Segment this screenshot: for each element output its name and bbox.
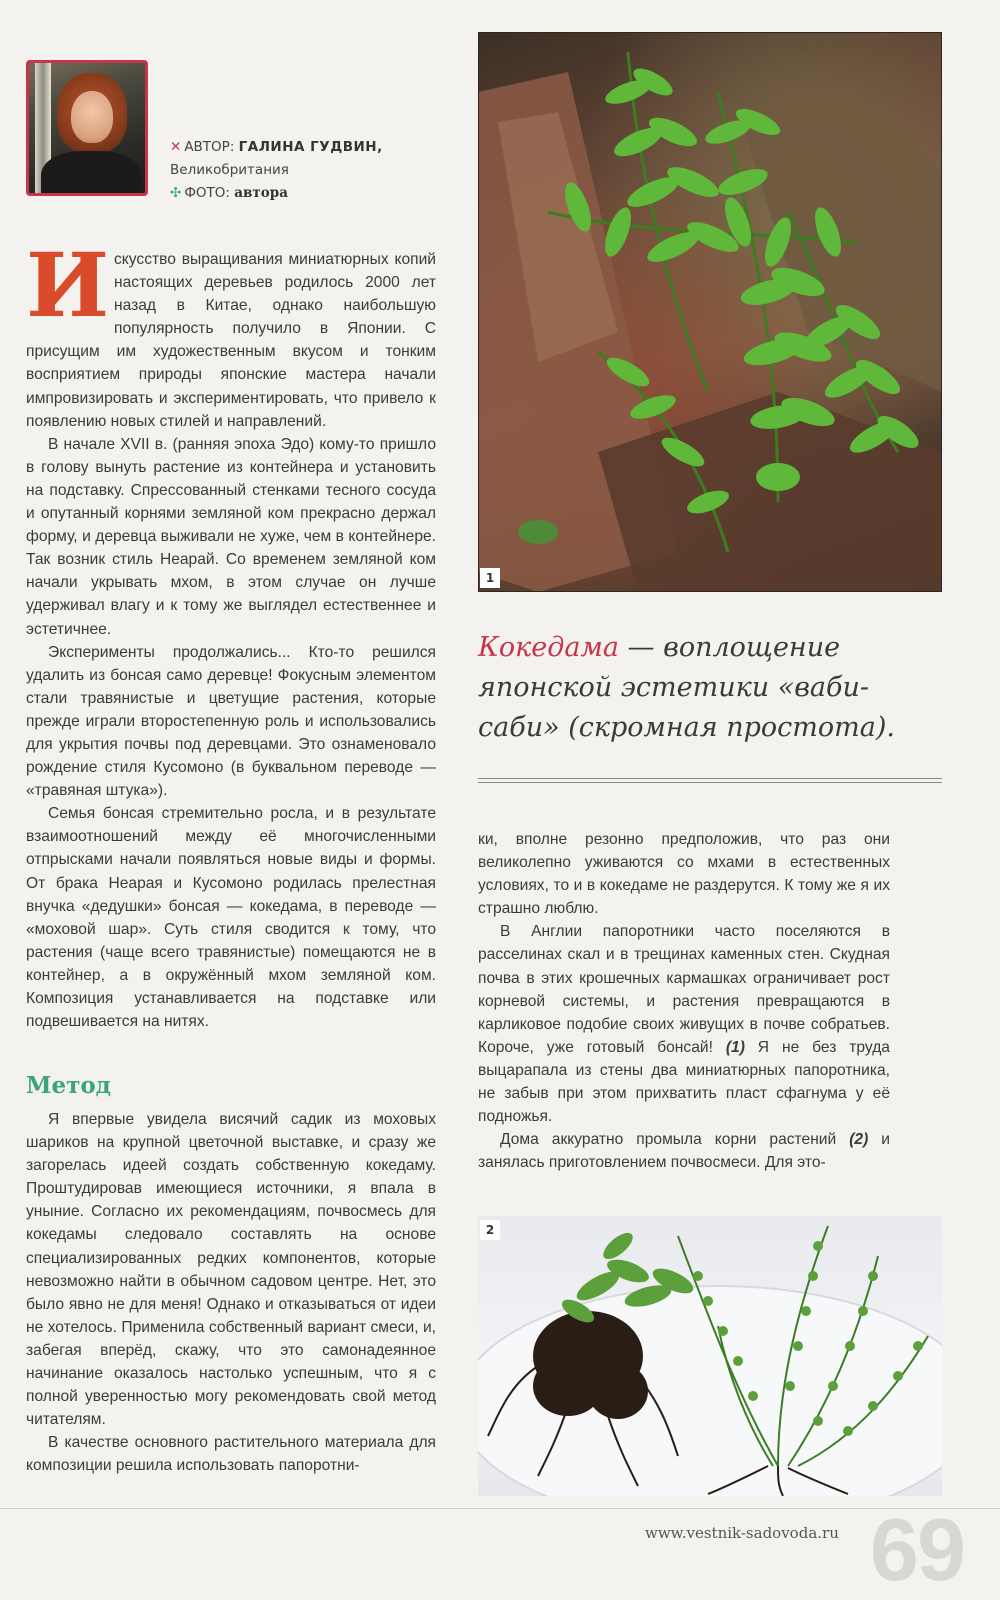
section-heading: Метод: [26, 1072, 112, 1099]
page-number: 69: [870, 1500, 964, 1599]
paragraph: В качестве основного растительного материала для композиции решила использовать папоротни-: [26, 1434, 436, 1475]
paragraph-text: Дома аккуратно промыла корни растений: [500, 1131, 837, 1149]
intro-paragraph: [26, 233, 436, 433]
figure-number: 1: [480, 568, 500, 588]
footer-url: www.vestnik-sadovoda.ru: [645, 1524, 839, 1542]
paragraph-text: В Англии папоротники часто поселяются в расселинах скал и в трещинах каменных стен. Скудная почва в этих крошечных кармашках ограничивает рост корневой системы, и растения превращаются в карликовое подобие своих живущих в почве собратьев. Короче, уже готовый бонсай!: [478, 923, 890, 1056]
fern-on-rocks-photo: [478, 32, 942, 592]
paragraph: Семья бонсая стремительно росла, и в результате взаимоотношений между её многочисленными отпрысками начали появляться новые виды и формы. От брака Неарая и Кусомоно родилась прелестная внучка «дедушки» бонсая — кокедама, в переводе — «моховой шар». Суть стиля сводится к тому, что растения (чаще всего травянистые) помещаются не в контейнер, а в окружённый мхом земляной ком. Композиция устанавливается на подставке или подвешивается на нитях.: [26, 805, 436, 1031]
divider: [478, 778, 942, 779]
article-column-left: [26, 233, 436, 1033]
snowflake-icon: ✣: [170, 185, 182, 201]
author-country: Великобритания: [170, 162, 289, 178]
author-label: АВТОР:: [184, 139, 235, 155]
byline: [170, 136, 383, 205]
paragraph-text: Я не без труда выцарапала из стены два миниатюрных папоротника, не забыв при этом прихватить пласт сфагнума у её подножья.: [478, 1038, 890, 1126]
intro-text: скусство выращивания миниатюрных копий настоящих деревьев родилось 2000 лет назад в Китае, однако наибольшую популярность получило в Японии. С присущим им художественным вкусом и тонким восприятием природы японские мастера начали импровизировать и экспериментировать, что привело к появлению новых стилей и направлений.: [26, 251, 436, 430]
paragraph: Я впервые увидела висячий садик из моховых шариков на крупной цветочной выставке, и сразу же загорелась идеей создать собственную кокедаму. Проштудировав имеющиеся источники, я впала в уныние. Согласно их рекомендациям, почвосмесь для кокедамы следовало составлять на основе специализированных редких компонентов, которые невозможно найти в обычном садовом центре. Нет, это было явно не для меня! Однако и отказываться от идеи не хотелось. Применила собственный вариант смеси, и, забегая вперёд, скажу, что это самонадеянное начинание оказалось настолько успешным, что я с полной уверенностью могу рекомендовать свой метод читателям.: [26, 1111, 436, 1429]
paragraph: В начале XVII в. (ранняя эпоха Эдо) кому-то пришло в голову вынуть растение из контейнера и установить на подставку. Спрессованный стенками тесного сосуда и опутанный корнями земляной ком прекрасно держал форму, и деревца выживали не хуже, чем в контейнере. Так возник стиль Неарай. Со временем земляной ком начали укрывать мхом, в этом случае он лучше удерживал влагу и к тому же выглядел естественнее и эстетичнее.: [26, 435, 436, 638]
author-photo: [26, 60, 148, 196]
author-line: [170, 136, 383, 159]
paragraph: [478, 920, 890, 1128]
figure-reference: (2): [849, 1131, 869, 1149]
drop-cap: И: [26, 233, 110, 337]
pull-quote-accent: Кокедама: [478, 632, 619, 663]
photo-line: [170, 182, 383, 205]
cross-icon: ✕: [170, 139, 182, 155]
paragraph-text: и занялась приготовлением почвосмеси. Для это-: [478, 1131, 890, 1172]
figure-reference: (1): [725, 1038, 745, 1056]
paragraph: [478, 1128, 890, 1174]
article-column-right: [478, 828, 890, 1174]
footer-divider: [0, 1508, 1000, 1509]
figure-number: 2: [480, 1220, 500, 1240]
author-name: ГАЛИНА ГУДВИН,: [238, 139, 383, 155]
washed-fern-roots-photo: [478, 1216, 942, 1496]
paragraph: ки, вполне резонно предположив, что раз они великолепно уживаются со мхами в естественных условиях, то и в кокедаме не раздерутся. К тому же я их страшно люблю.: [478, 831, 890, 918]
pull-quote-text: — воплощение японской эстетики «ваби-саби» (скромная простота).: [478, 632, 895, 743]
paragraph: Эксперименты продолжались... Кто-то решился удалить из бонсая само деревце! Фокусным элементом стали травянистые и цветущие растения, которые прежде играли второстепенную роль и использовались для укрытия почвы под деревцами. Это ознаменовало рождение стиля Кусомоно (в буквальном переводе — «травяная штука»).: [26, 643, 436, 800]
article-column-left-bottom: [26, 1108, 436, 1478]
photo-label: ФОТО:: [184, 185, 230, 201]
photo-credit: автора: [234, 185, 288, 201]
divider: [478, 782, 942, 783]
pull-quote: [478, 628, 942, 748]
